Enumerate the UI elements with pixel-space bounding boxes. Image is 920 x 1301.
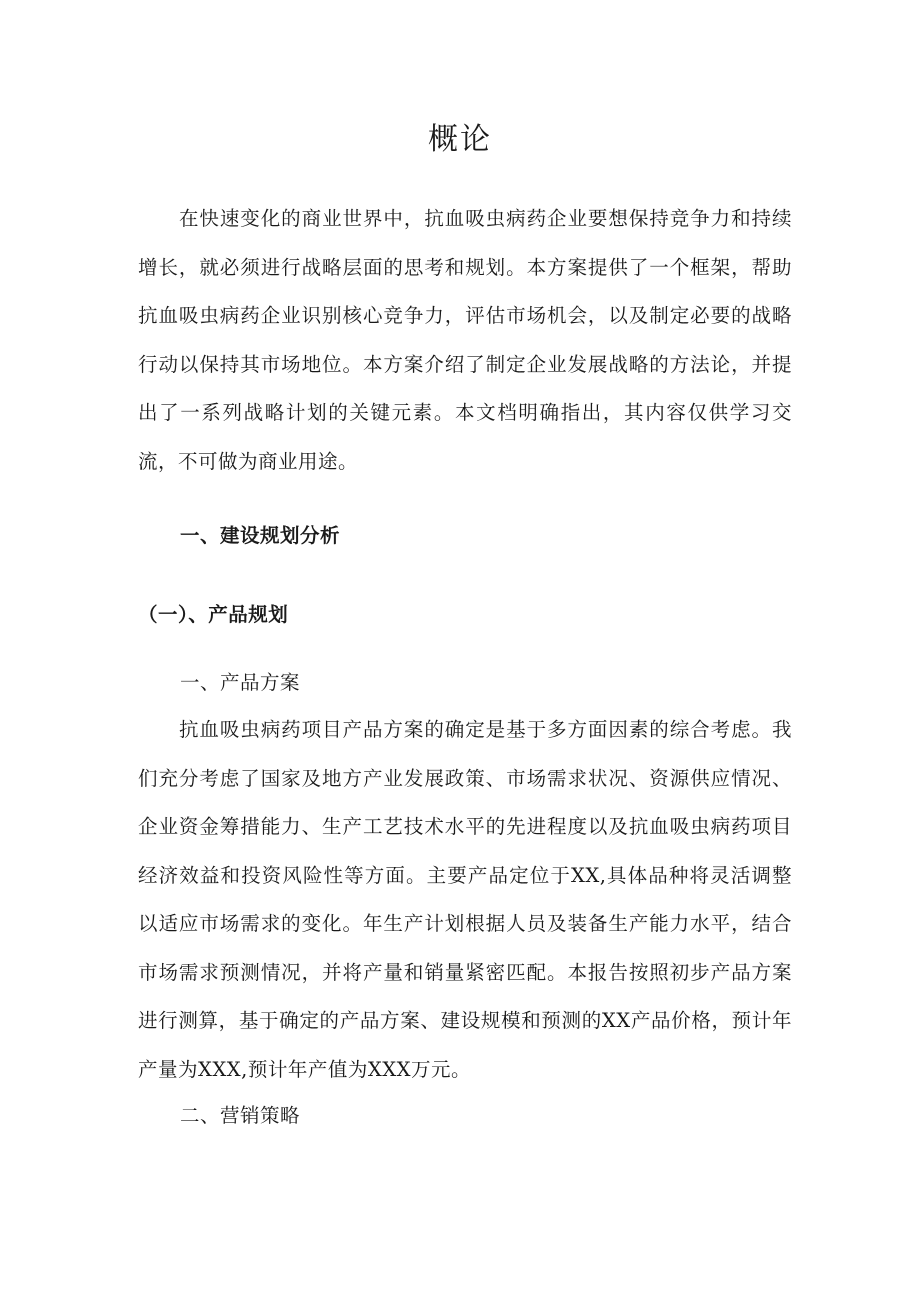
document-title: 概论 — [428, 122, 492, 157]
item-heading-marketing-strategy: 二、营销策略 — [180, 1104, 301, 1127]
product-plan-paragraph: 抗血吸虫病药项目产品方案的确定是基于多方面因素的综合考虑。我们充分考虑了国家及地方产业发展政策、市场需求状况、资源供应情况、企业资金筹措能力、生产工艺技术水平的先进程度以及抗血吸虫病药项目经济效益和投资风险性等方面。主要产品定位于XX,具体品种将灵活调整以适应市场需求的变化。年生产计划根据人员及装备生产能力水平，结合市场需求预测情况，并将产量和销量紧密匹配。本报告按照初步产品方案进行测算，基于确定的产品方案、建设规模和预测的XX产品价格，预计年产量为XXX,预计年产值为XXX万元。 — [138, 718, 792, 1081]
item-heading-product-plan: 一、产品方案 — [180, 671, 301, 694]
subsection-heading-product-planning: （一）、产品规划 — [138, 603, 289, 626]
intro-paragraph: 在快速变化的商业世界中，抗血吸虫病药企业要想保持竞争力和持续增长，就必须进行战略层面的思考和规划。本方案提供了一个框架，帮助抗血吸虫病药企业识别核心竞争力，评估市场机会，以及制定必要的战略行动以保持其市场地位。本方案介绍了制定企业发展战略的方法论，并提出了一系列战略计划的关键元素。本文档明确指出，其内容仅供学习交流，不可做为商业用途。 — [138, 207, 792, 473]
section-heading-construction-planning: 一、建设规划分析 — [180, 524, 341, 547]
